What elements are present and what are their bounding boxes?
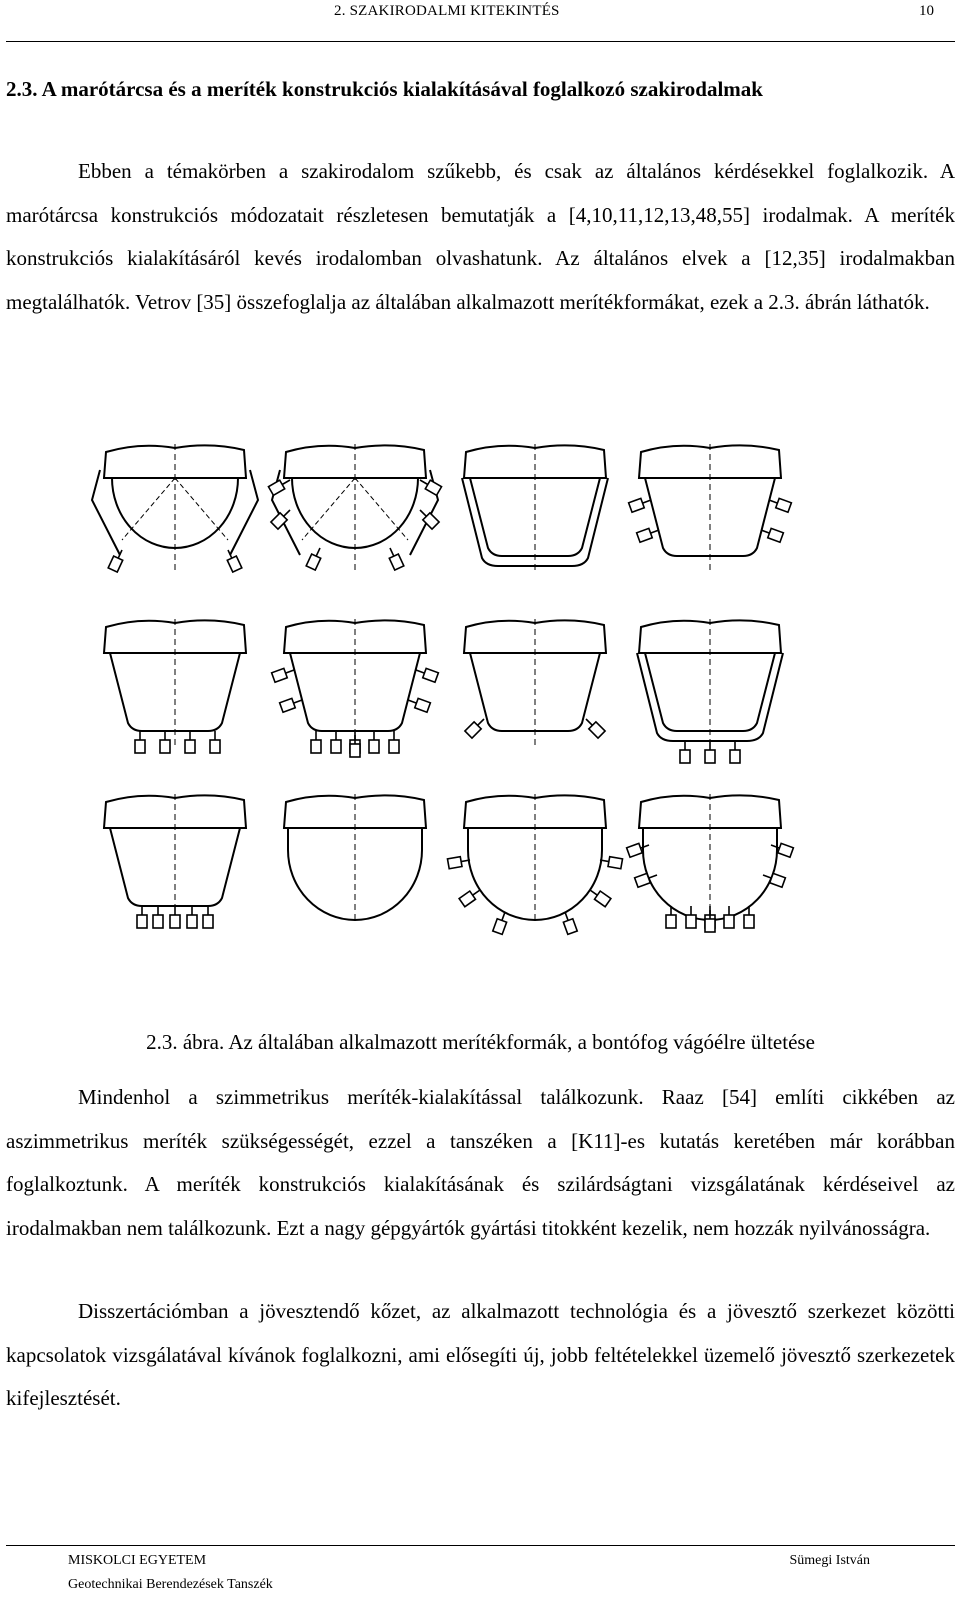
page-number: 10 <box>919 3 934 19</box>
tooth-tip <box>331 740 341 753</box>
bucket-tooth <box>306 546 324 570</box>
paragraph-symmetry <box>6 1076 955 1250</box>
bucket-tooth <box>705 910 715 932</box>
tooth-tip <box>686 915 696 928</box>
tooth-tip <box>425 480 441 495</box>
tooth-shank <box>641 845 649 848</box>
paragraph-symmetry-text: Mindenhol a szimmetrikus meríték-kialakítással találkozunk. Raaz [54] említi cikkében az aszimmetrikus meríték szükségességét, ezzel a tanszéken a [K11]-es kutatás keretében már korábban foglalkoztunk. A meríték konstrukciós kialakításának és szilárdságtani vizsgálatának kérdéseivel az irodalmakban nem találkozunk. Ezt a nagy gépgyártók gyártási titokként kezelik, nem hozzák nyilvánosságra. <box>6 1085 955 1240</box>
tooth-tip <box>185 740 195 753</box>
bucket-tooth <box>153 906 163 928</box>
tooth-shank <box>771 845 779 848</box>
bucket-tooth <box>280 695 304 712</box>
bucket-tooth <box>135 731 145 753</box>
tooth-tip <box>595 891 611 907</box>
bucket-tooth <box>187 906 197 928</box>
bucket-tooth <box>210 731 220 753</box>
tooth-tip <box>493 919 507 935</box>
footer-author: Sümegi István <box>789 1553 870 1568</box>
tooth-shank <box>286 670 294 673</box>
figure-bucket-shapes <box>80 440 880 950</box>
bucket-shape <box>629 444 792 570</box>
bucket-tooth <box>627 840 651 857</box>
bucket-tooth <box>406 695 430 712</box>
tooth-shank <box>590 890 597 895</box>
tooth-tip <box>306 554 321 570</box>
bucket-tooth <box>203 906 213 928</box>
tooth-tip <box>768 528 784 542</box>
bucket-side-plate <box>230 470 258 555</box>
tooth-shank <box>282 480 290 485</box>
bucket-tooth <box>769 840 793 857</box>
tooth-tip <box>637 528 653 542</box>
bucket-tooth <box>635 870 659 887</box>
tooth-shank <box>586 719 592 725</box>
bucket-tooth <box>369 731 379 753</box>
bucket-rim <box>639 795 781 828</box>
tooth-tip <box>203 915 213 928</box>
bucket-tooth <box>271 506 294 529</box>
tooth-shank <box>390 548 394 556</box>
bucket-shape <box>464 619 606 745</box>
bucket-shape <box>637 619 783 763</box>
radial-line <box>302 478 355 540</box>
bucket-rim <box>464 445 606 478</box>
bucket-rim <box>104 795 246 828</box>
tooth-shank <box>294 700 302 703</box>
tooth-tip <box>563 919 577 935</box>
tooth-tip <box>187 915 197 928</box>
bucket-tooth <box>137 906 147 928</box>
tooth-tip <box>423 668 439 682</box>
bucket-tooth <box>160 731 170 753</box>
tooth-tip <box>210 740 220 753</box>
tooth-tip <box>608 857 623 869</box>
bucket-side-plate <box>92 470 120 555</box>
section-heading: 2.3. A marótárcsa és a meríték konstrukciós kialakításával foglalkozó szakirodalmak <box>6 77 763 101</box>
footer-rule <box>6 1545 955 1546</box>
header-rule <box>6 41 955 42</box>
tooth-shank <box>420 480 428 485</box>
bucket-shape <box>462 444 608 570</box>
bucket-tooth <box>311 731 321 753</box>
radial-line <box>122 478 175 540</box>
bucket-rim <box>104 620 246 653</box>
bucket-tooth <box>185 731 195 753</box>
bucket-liner <box>462 478 608 566</box>
bucket-rim <box>464 795 606 828</box>
bucket-tooth <box>170 906 180 928</box>
radial-line <box>175 478 228 540</box>
tooth-tip <box>389 740 399 753</box>
tooth-tip <box>447 857 462 869</box>
bucket-tooth <box>680 741 690 763</box>
tooth-tip <box>369 740 379 753</box>
bucket-tooth <box>730 741 740 763</box>
tooth-tip <box>627 843 643 857</box>
footer-university: MISKOLCI EGYETEM <box>68 1553 207 1568</box>
tooth-tip <box>459 891 475 907</box>
bucket-tooth <box>705 741 715 763</box>
bucket-tooth <box>385 546 403 570</box>
tooth-tip <box>160 740 170 753</box>
tooth-tip <box>776 498 792 512</box>
bucket-rim <box>284 620 426 653</box>
bucket-shape <box>104 619 246 753</box>
tooth-tip <box>389 554 404 570</box>
bucket-liner <box>637 653 783 741</box>
tooth-shank <box>565 912 568 920</box>
bucket-rim <box>284 795 426 828</box>
bucket-rim <box>464 620 606 653</box>
tooth-tip <box>666 915 676 928</box>
bucket-shape <box>104 794 246 928</box>
tooth-shank <box>284 510 290 516</box>
tooth-tip <box>268 480 284 495</box>
footer-institution <box>68 1549 273 1597</box>
tooth-tip <box>770 873 786 887</box>
tooth-shank <box>408 700 416 703</box>
bucket-tooth <box>724 906 734 928</box>
bucket-tooth <box>465 715 488 738</box>
bucket-shape <box>627 794 794 932</box>
tooth-tip <box>311 740 321 753</box>
tooth-shank <box>420 510 426 516</box>
tooth-tip <box>350 744 360 757</box>
bucket-shape <box>92 444 258 572</box>
footer-department: Geotechnikai Berendezések Tanszék <box>68 1577 273 1592</box>
tooth-shank <box>478 719 484 725</box>
bucket-shape <box>284 794 426 920</box>
tooth-shank <box>416 670 424 673</box>
tooth-shank <box>761 530 769 533</box>
tooth-shank <box>651 530 659 533</box>
bucket-tooth <box>761 870 785 887</box>
tooth-tip <box>415 698 431 712</box>
bucket-rim <box>104 445 246 478</box>
tooth-tip <box>680 750 690 763</box>
tooth-shank <box>316 548 320 556</box>
tooth-tip <box>135 740 145 753</box>
bucket-shape <box>268 444 441 570</box>
tooth-tip <box>227 556 242 572</box>
tooth-shank <box>769 500 777 503</box>
bucket-rim <box>639 445 781 478</box>
paragraph-dissertation-text: Disszertációmban a jövesztendő kőzet, az alkalmazott technológia és a jövesztő szerkezet közötti kapcsolatok vizsgálatával kívánok foglalkozni, ami elősegíti új, jobb feltételekkel üzemelő jövesztő szerkezetek kifejlesztését. <box>6 1299 955 1410</box>
paragraph-intro <box>6 150 955 324</box>
tooth-tip <box>705 750 715 763</box>
bucket-tooth <box>350 735 360 757</box>
tooth-shank <box>473 890 480 895</box>
bucket-shapes-drawing <box>80 440 880 950</box>
bucket-tooth <box>331 731 341 753</box>
tooth-tip <box>170 915 180 928</box>
bucket-tooth <box>416 506 439 529</box>
tooth-tip <box>280 698 296 712</box>
bucket-tooth <box>389 731 399 753</box>
bucket-rim <box>639 620 781 653</box>
tooth-tip <box>705 919 715 932</box>
tooth-shank <box>763 875 771 878</box>
bucket-rim <box>284 445 426 478</box>
bucket-shape <box>447 794 622 934</box>
tooth-tip <box>778 843 794 857</box>
tooth-tip <box>635 873 651 887</box>
bucket-tooth <box>414 665 438 682</box>
tooth-tip <box>153 915 163 928</box>
tooth-shank <box>649 875 657 878</box>
bucket-tooth <box>582 715 605 738</box>
running-header: 2. SZAKIRODALMI KITEKINTÉS <box>334 3 560 19</box>
bucket-tooth <box>272 665 296 682</box>
tooth-shank <box>502 912 505 920</box>
radial-line <box>355 478 408 540</box>
tooth-shank <box>643 500 651 503</box>
tooth-tip <box>744 915 754 928</box>
tooth-tip <box>272 668 288 682</box>
paragraph-dissertation <box>6 1290 955 1421</box>
tooth-tip <box>724 915 734 928</box>
tooth-tip <box>108 556 123 572</box>
figure-caption: 2.3. ábra. Az általában alkalmazott merítékformák, a bontófog vágóélre ültetése <box>146 1030 815 1054</box>
bucket-shape <box>272 619 439 757</box>
bucket-tooth <box>686 906 696 928</box>
paragraph-intro-text: Ebben a témakörben a szakirodalom szűkebb, és csak az általános kérdésekkel foglalkozik. A marótárcsa konstrukciós módozatait részletesen bemutatják a [4,10,11,12,13,48,55] irodalmak. A meríték konstrukciós kialakításáról kevés irodalomban olvashatunk. Az általános elvek a [12,35] irodalmakban megtalálhatók. Vetrov [35] összefoglalja az általában alkalmazott merítékformákat, ezek a 2.3. ábrán láthatók. <box>6 159 955 314</box>
tooth-tip <box>730 750 740 763</box>
tooth-tip <box>629 498 645 512</box>
tooth-tip <box>137 915 147 928</box>
